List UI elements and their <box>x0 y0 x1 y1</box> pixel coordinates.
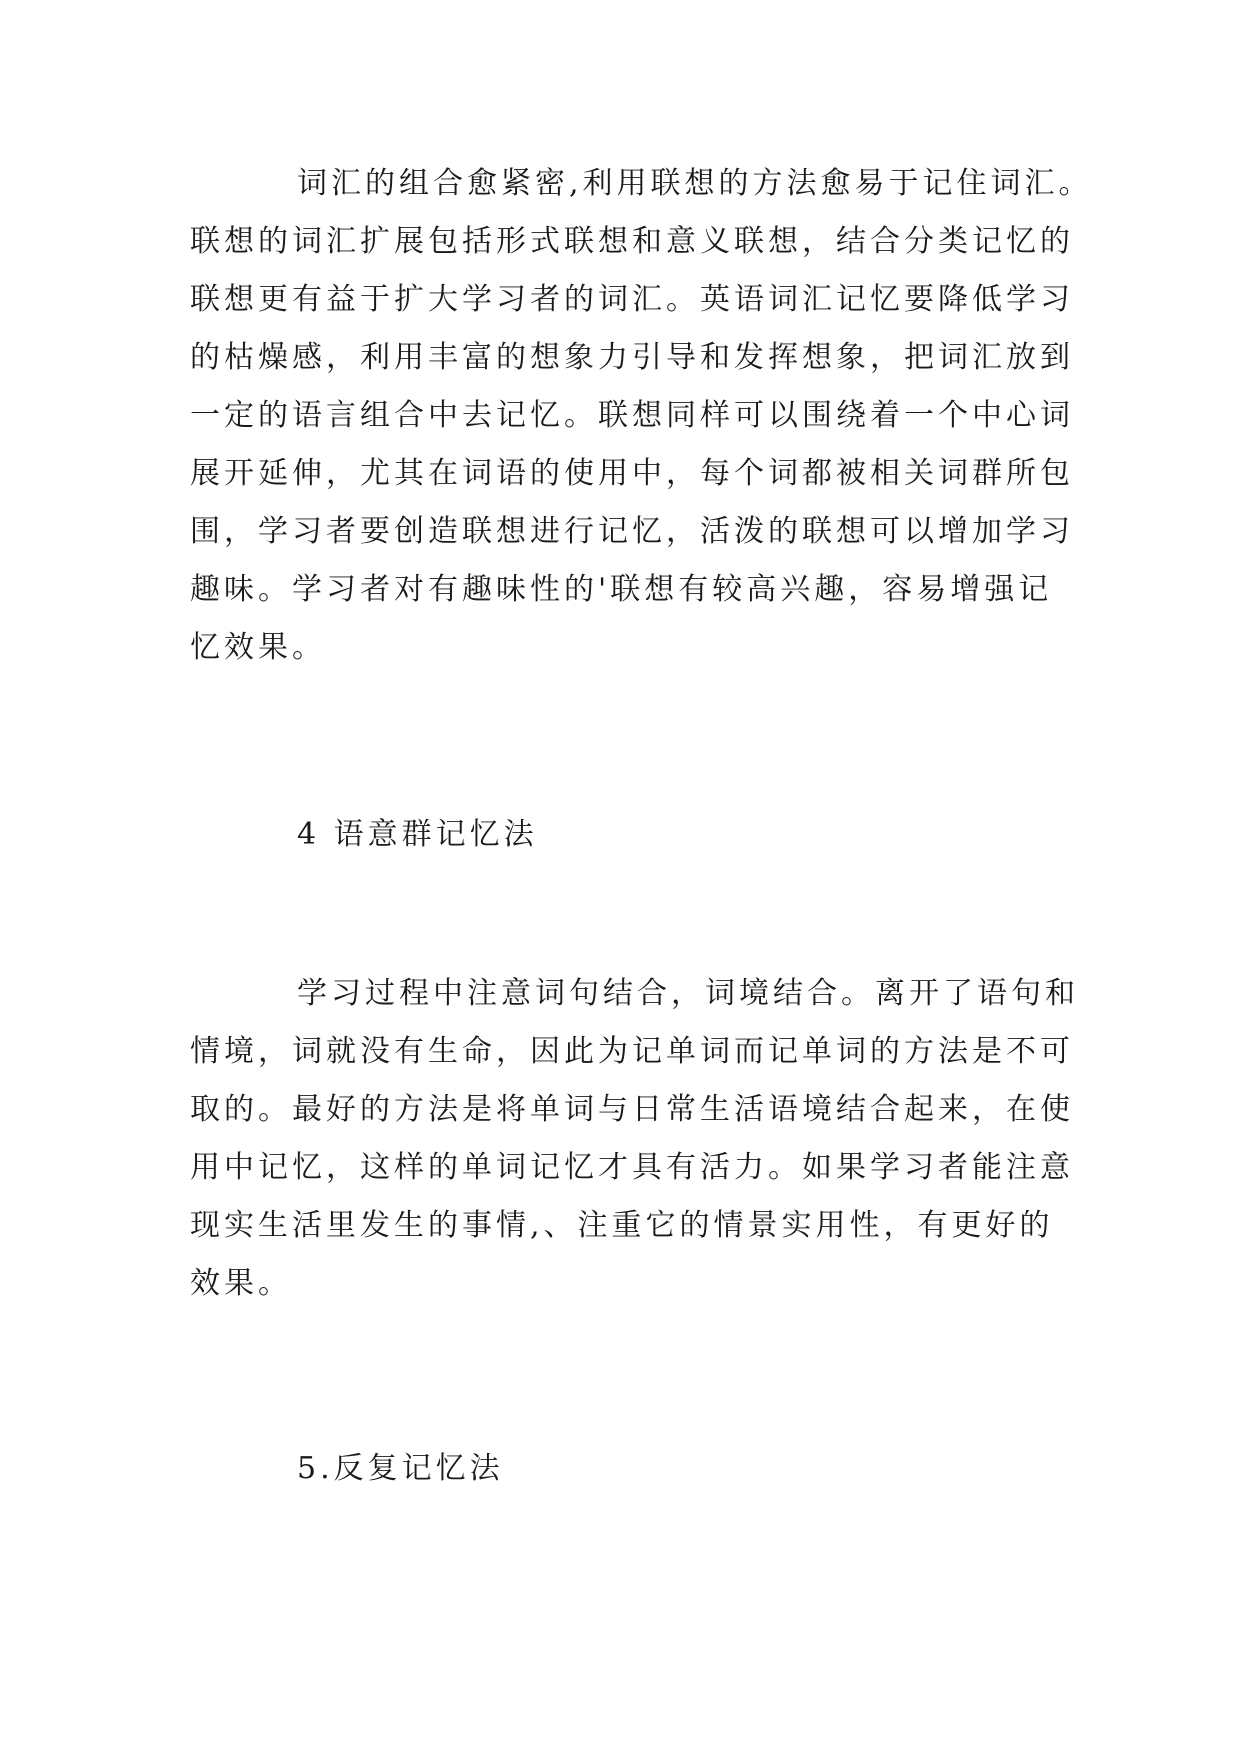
paragraph-line: 用中记忆，这样的单词记忆才具有活力。如果学习者能注意 <box>190 1150 1074 1185</box>
paragraph-line: 围，学习者要创造联想进行记忆，活泼的联想可以增加学习 <box>190 514 1074 549</box>
section-heading-4: 4 语意群记忆法 <box>297 817 538 852</box>
paragraph-line: 情境，词就没有生命，因此为记单词而记单词的方法是不可 <box>190 1034 1074 1069</box>
section-heading-5: 5.反复记忆法 <box>297 1451 504 1486</box>
paragraph-line: 词汇的组合愈紧密,利用联想的方法愈易于记住词汇。 <box>297 166 1093 201</box>
paragraph-line: 效果。 <box>190 1266 292 1301</box>
paragraph-line: 联想更有益于扩大学习者的词汇。英语词汇记忆要降低学习 <box>190 282 1074 317</box>
paragraph-association-memory <box>190 155 1093 677</box>
paragraph-semantic-group-memory <box>190 965 1090 1313</box>
paragraph-line: 联想的词汇扩展包括形式联想和意义联想，结合分类记忆的 <box>190 224 1074 259</box>
paragraph-line: 学习过程中注意词句结合，词境结合。离开了语句和 <box>297 976 1079 1011</box>
paragraph-line: 趣味。学习者对有趣味性的'联想有较高兴趣，容易增强记 <box>190 572 1053 607</box>
paragraph-line: 展开延伸，尤其在词语的使用中，每个词都被相关词群所包 <box>190 456 1074 491</box>
paragraph-line: 一定的语言组合中去记忆。联想同样可以围绕着一个中心词 <box>190 398 1074 433</box>
paragraph-line: 忆效果。 <box>190 630 326 665</box>
paragraph-line: 的枯燥感，利用丰富的想象力引导和发挥想象，把词汇放到 <box>190 340 1074 375</box>
paragraph-line: 取的。最好的方法是将单词与日常生活语境结合起来，在使 <box>190 1092 1074 1127</box>
paragraph-line: 现实生活里发生的事情,、注重它的情景实用性，有更好的 <box>190 1208 1054 1243</box>
